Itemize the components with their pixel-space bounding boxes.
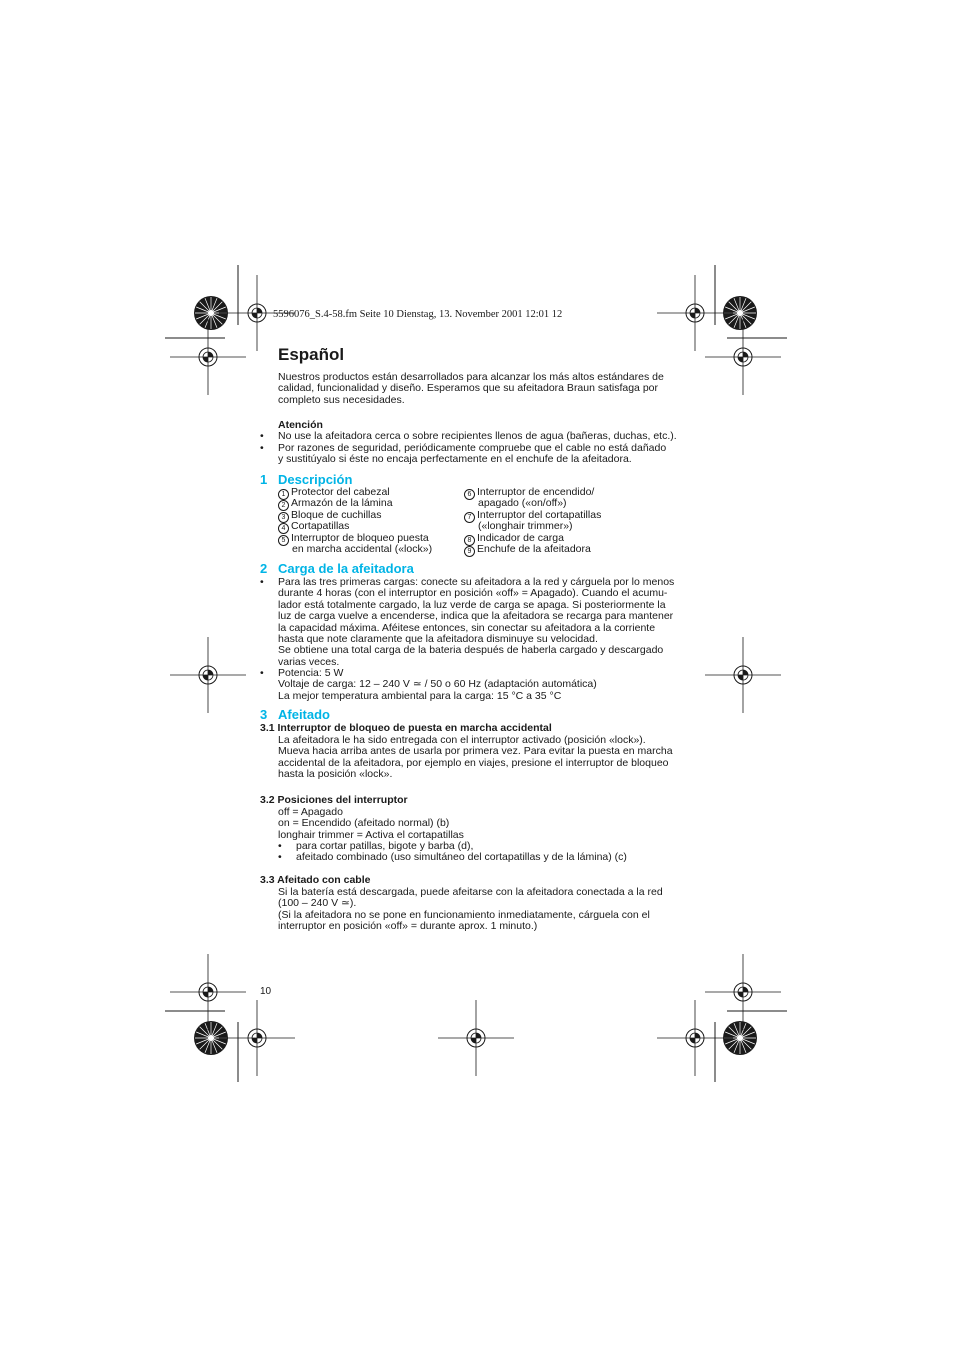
section-heading-afeitado (260, 707, 330, 722)
section-number: 3 (260, 707, 268, 722)
text-line: hasta la posición «lock». (278, 768, 393, 781)
text-line: longhair trimmer = Activa el cortapatillas (278, 828, 464, 841)
part-label: Bloque de cuchillas (291, 508, 382, 521)
power-line: Voltaje de carga: 12 – 240 V ≃ / 50 o 60 Hz (adaptación automática) (278, 678, 597, 691)
section-heading-descripcion (260, 472, 352, 487)
part-label: Protector del cabezal (291, 486, 390, 498)
bullet-icon: • (278, 840, 282, 852)
charging-line: la capacidad máxima. Aféitese entonces, sin conectar su afeitadora a la corriente (278, 621, 656, 634)
part-label: Interruptor del cortapatillas (477, 508, 602, 521)
text-line: afeitado combinado (uso simultáneo del cortapatillas y de la lámina) (c) (296, 851, 627, 863)
circled-number: 7 (464, 512, 475, 523)
section-number: 2 (260, 561, 268, 576)
section-heading-carga (260, 561, 414, 576)
charging-line: Se obtiene una total carga de la bateria después de haberla cargado y descargado (278, 644, 664, 657)
attention-line: y sustitúyalo si éste no encaja perfectamente en el enchufe de la afeitadora. (278, 453, 632, 466)
text-line: off = Apagado (278, 806, 343, 818)
power-line: La mejor temperatura ambiental para la carga: 15 °C a 35 °C (278, 689, 562, 702)
text-line: on = Encendido (afeitado normal) (b) (278, 817, 450, 830)
charging-line: luz de carga vuelve a encenderse, indica que la afeitadora se recarga para mantener (278, 610, 674, 623)
bullet-icon: • (260, 442, 264, 454)
charging-line: varias veces. (278, 655, 340, 668)
part-label: Armazón de la lámina (291, 497, 393, 510)
intro-line: completo sus necesidades. (278, 393, 405, 406)
attention-line: No use la afeitadora cerca o sobre recipientes llenos de agua (bañeras, duchas, etc.). (278, 430, 677, 442)
intro-line: Nuestros productos están desarrollados para alcanzar los más altos estándares de (278, 371, 664, 383)
page-title: Español (278, 345, 345, 364)
subsection-3-2-text (278, 807, 698, 841)
attention-line: Por razones de seguridad, periódicamente compruebe que el cable no está dañado (278, 442, 667, 454)
part-label: Enchufe de la afeitadora (477, 543, 591, 555)
text-line: Mueva hacia arriba antes de usarla por primera vez. Para evitar la puesta en marcha (278, 745, 673, 758)
text-line: (100 – 240 V ≃). (278, 897, 357, 910)
part-label: Interruptor de bloqueo puesta (291, 531, 429, 544)
file-info-line: 5596076_S.4-58.fm Seite 10 Dienstag, 13. November 2001 12:01 12 (273, 309, 563, 320)
part-label: Interruptor de encendido/ (477, 486, 595, 498)
text-line: accidental de la afeitadora, por ejemplo en viajes, presione el interruptor de bloqueo (278, 756, 669, 769)
subsection-3-3-text (278, 887, 698, 933)
subsection-heading-3-2: 3.2 Posiciones del interruptor (260, 794, 408, 806)
circled-number: 6 (464, 489, 475, 500)
charging-line: hasta que note claramente que la afeitadora disminuye su velocidad. (278, 633, 598, 646)
section-number: 1 (260, 472, 268, 487)
bullet-icon: • (278, 851, 282, 863)
text-line: (Si la afeitadora no se pone en funcionamiento inmediatamente, cárguela con el (278, 908, 650, 921)
bullet-icon: • (260, 430, 264, 442)
circled-number: 8 (464, 535, 475, 546)
text-line: Si la batería está descargada, puede afeitarse con la afeitadora conectada a la red (278, 886, 663, 898)
bullet-icon: • (260, 667, 264, 679)
circled-number: 9 (464, 546, 475, 557)
circled-number: 5 (278, 535, 289, 546)
circled-number: 3 (278, 512, 289, 523)
circled-number: 2 (278, 500, 289, 511)
text-line: interruptor en posición «off» = durante aprox. 1 minuto.) (278, 920, 538, 933)
subsection-heading-3-3: 3.3 Afeitado con cable (260, 874, 371, 886)
subsection-3-1-text (278, 735, 698, 781)
part-label: apagado («on/off») (478, 497, 567, 510)
charging-line: durante 4 horas (con el interruptor en posición «off» = Apagado). Cuando el acumu- (278, 587, 668, 600)
section-title: Descripción (278, 472, 353, 487)
bullet-icon: • (260, 576, 264, 588)
circled-number: 1 (278, 489, 289, 500)
charging-line: lador está totalmente cargado, la luz verde de carga se apaga. Si posteriormente la (278, 598, 666, 611)
part-label: Indicador de carga (477, 531, 564, 544)
part-label: Cortapatillas (291, 520, 350, 533)
text-line: La afeitadora le ha sido entregada con el interruptor activado (posición «lock»). (278, 734, 646, 746)
part-label: («longhair trimmer») (478, 520, 573, 533)
part-label: en marcha accidental («lock») (292, 543, 433, 555)
subsection-heading-3-1: 3.1 Interruptor de bloqueo de puesta en marcha accidental (260, 722, 552, 734)
section-title: Afeitado (278, 707, 330, 722)
text-line: para cortar patillas, bigote y barba (d), (296, 840, 474, 852)
attention-heading: Atención (278, 419, 323, 431)
section-title: Carga de la afeitadora (278, 561, 414, 576)
power-line: Potencia: 5 W (278, 667, 344, 679)
page-number: 10 (260, 986, 272, 997)
intro-paragraph (278, 372, 698, 406)
intro-line: calidad, funcionalidad y diseño. Esperamos que su afeitadora Braun satisfaga por (278, 382, 658, 395)
charging-line: Para las tres primeras cargas: conecte su afeitadora a la red y cárguela por lo menos (278, 576, 675, 588)
circled-number: 4 (278, 523, 289, 534)
